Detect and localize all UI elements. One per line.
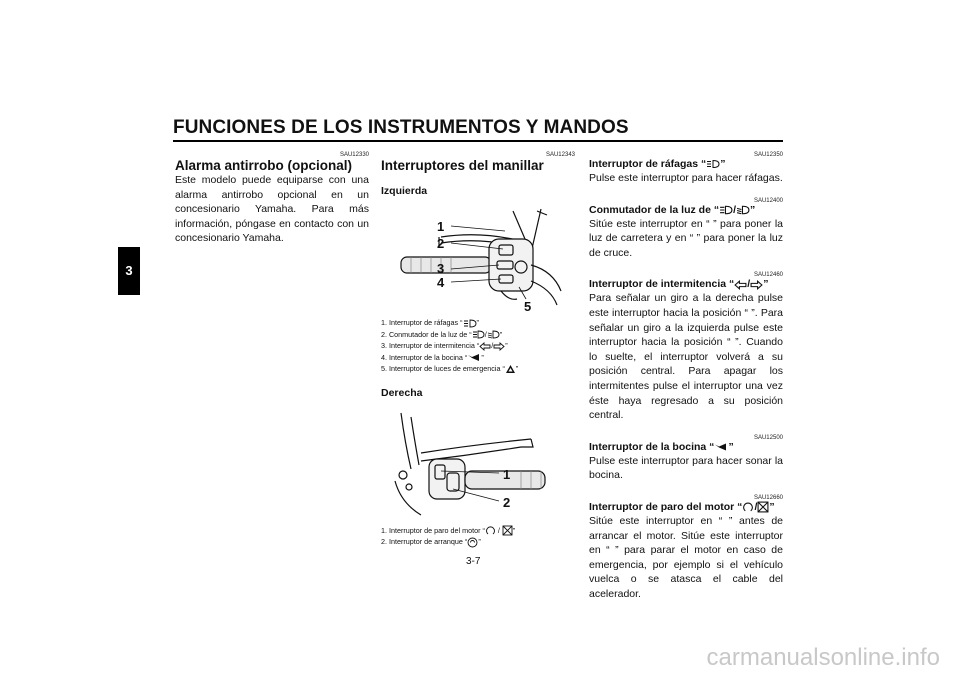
left-caption-list	[381, 317, 575, 375]
section-title: Interruptor de ráfagas “ ”	[589, 158, 726, 170]
section-title: Interruptor de paro del motor “ / ”	[589, 500, 775, 513]
passing-switch-section	[589, 152, 783, 186]
chapter-tab: 3	[118, 247, 140, 295]
start-icon	[467, 537, 478, 548]
left-label: Izquierda	[381, 185, 428, 197]
engine-run-icon	[742, 501, 754, 513]
passing-light-icon	[463, 319, 477, 328]
callout-2: 2	[503, 494, 511, 510]
right-handlebar-diagram	[381, 403, 575, 521]
column-switch-details	[589, 150, 783, 613]
engine-stop-icon	[757, 501, 769, 513]
low-beam-icon	[736, 205, 750, 215]
section-title: Interruptor de intermitencia “ / ”	[589, 278, 769, 291]
callout-3: 3	[437, 261, 445, 276]
section-code: SAU12330	[339, 152, 369, 158]
section-title-handlebar: Interruptores del manillar	[381, 158, 544, 173]
section-body: Sitúe este interruptor en “ ” antes de arrancar el motor. Sitúe este interruptor en “ ” para parar el motor en caso de emergencia, por ejemplo si el vehículo vuelca o se atasca el cable del acelerador.	[589, 514, 783, 600]
callout-2: 2	[437, 236, 445, 251]
callout-4: 4	[437, 275, 445, 290]
header-rule	[173, 140, 783, 142]
turn-signal-section	[589, 272, 783, 422]
section-code: SAU12500	[753, 434, 783, 441]
horn-switch-section	[589, 435, 783, 483]
turn-right-icon	[493, 342, 505, 351]
section-code: SAU12343	[545, 152, 575, 158]
right-caption-list	[381, 525, 575, 548]
section-title: Conmutador de la luz de “ / ”	[589, 203, 756, 216]
horn-icon	[714, 442, 728, 452]
caption-item: 4. Interruptor de la bocina “ ”	[381, 352, 484, 362]
callout-1: 1	[437, 219, 445, 234]
section-title-alarm: Alarma antirrobo (opcional)	[175, 158, 353, 173]
caption-item: 5. Interruptor de luces de emergencia “ ”	[381, 364, 519, 373]
section-body: Pulse este interruptor para hacer sonar la bocina.	[589, 454, 783, 482]
section-body: Sitúe este interruptor en “ ” para poner la luz de carretera y en “ ” para poner la luz de cruce.	[589, 217, 783, 259]
column-alarm	[175, 150, 369, 246]
engine-stop-section	[589, 495, 783, 602]
turn-left-icon	[479, 342, 491, 351]
horn-icon	[467, 353, 481, 362]
section-body: Pulse este interruptor para hacer ráfagas.	[589, 172, 783, 184]
section-code: SAU12400	[753, 197, 783, 204]
engine-run-icon	[485, 525, 496, 536]
engine-stop-icon	[502, 525, 513, 536]
right-label: Derecha	[381, 386, 423, 399]
column-handlebar-switches	[381, 150, 575, 548]
left-handlebar-diagram	[381, 201, 575, 313]
section-code: SAU12660	[753, 494, 783, 501]
caption-item: 2. Interruptor de arranque “ ”	[381, 537, 481, 547]
section-code: SAU12350	[753, 152, 783, 158]
turn-left-icon	[734, 280, 747, 290]
callout-1: 1	[503, 466, 511, 482]
section-code: SAU12460	[753, 272, 783, 279]
passing-light-icon	[706, 159, 720, 169]
low-beam-icon	[487, 330, 500, 339]
turn-right-icon	[750, 280, 763, 290]
caption-item: 1. Interruptor de ráfagas “ ”	[381, 318, 479, 327]
caption-item: 1. Interruptor de paro del motor “ / ”	[381, 525, 516, 535]
page-number: 3-7	[466, 556, 481, 567]
section-body: Para señalar un giro a la derecha pulse este interruptor hacia la posición “ ”. Para señalar un giro a la izquierda pulse este interruptor hacia la posición “ ”. Cuando lo suelte, el interruptor volverá a su posición central. Para apagar los intermitentes pulse el interruptor una vez éste haya regresado a su posición central.	[589, 292, 783, 422]
watermark: carmanualsonline.info	[706, 644, 940, 671]
hazard-icon	[505, 364, 516, 374]
section-body-alarm: Este modelo puede equiparse con una alarma antirrobo opcional en un concesionario Yamaha. Para más información, póngase en contacto con un concesionario Yamaha.	[175, 174, 369, 245]
high-beam-icon	[719, 205, 733, 215]
high-beam-icon	[472, 330, 485, 339]
section-title: Interruptor de la bocina “ ”	[589, 440, 734, 453]
caption-item: 3. Interruptor de intermitencia “ / ”	[381, 341, 508, 350]
dimmer-switch-section	[589, 198, 783, 261]
caption-item: 2. Conmutador de la luz de “ / ”	[381, 329, 503, 339]
page-header: FUNCIONES DE LOS INSTRUMENTOS Y MANDOS	[173, 117, 629, 138]
callout-5: 5	[524, 299, 532, 313]
